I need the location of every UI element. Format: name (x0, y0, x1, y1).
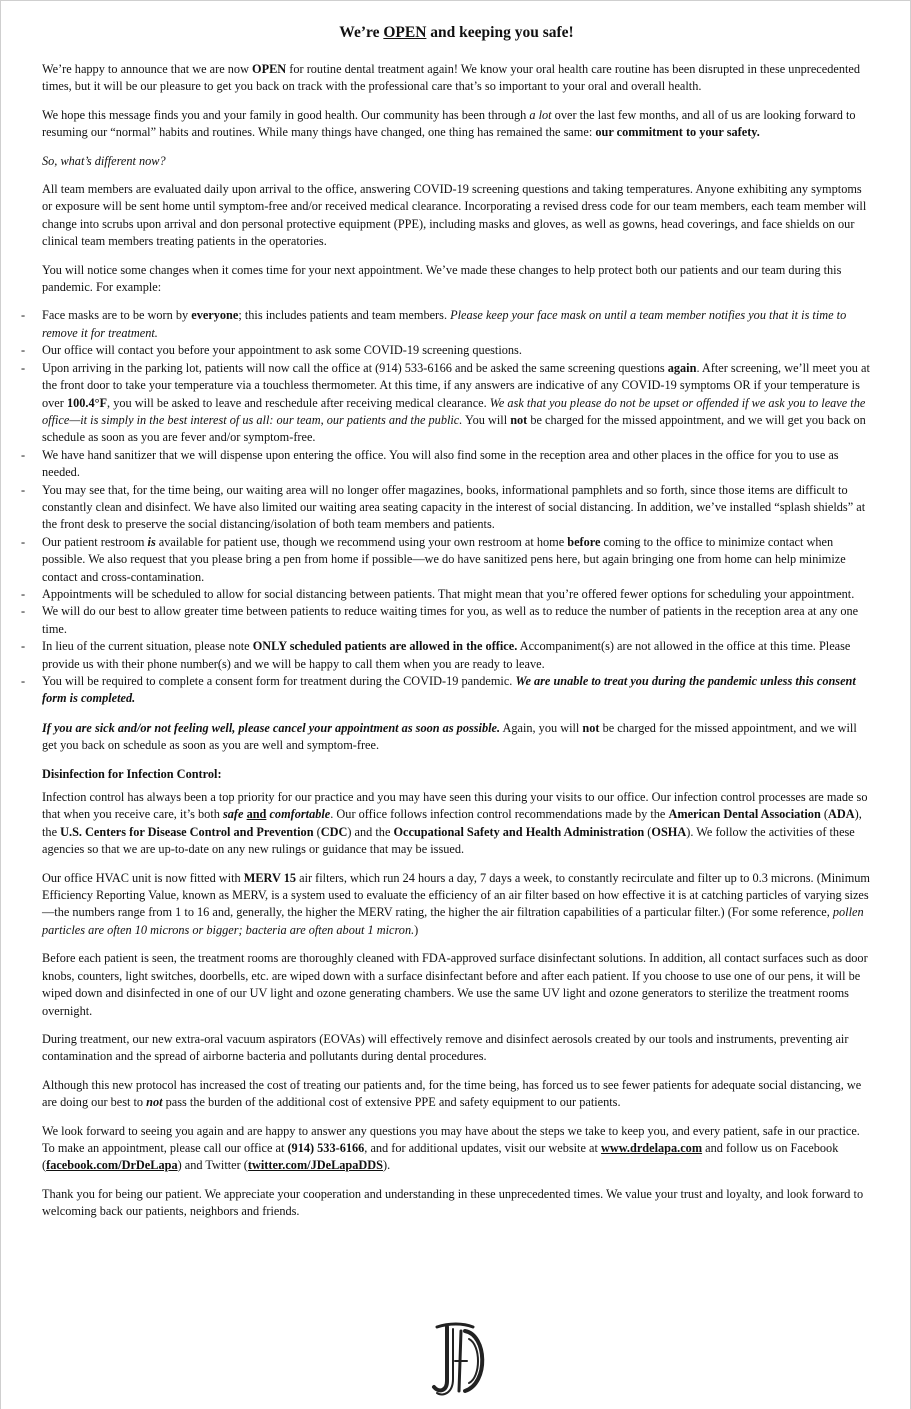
text-run: ( (313, 824, 321, 839)
text-run: ) and the (347, 824, 394, 839)
intro-paragraph (42, 181, 873, 251)
text-run: Face masks are to be worn by (42, 308, 192, 323)
link-text[interactable]: www.drdelapa.com (600, 1140, 703, 1155)
text-run: again (667, 360, 697, 375)
text-run: We will do our best to allow greater time between patients to reduce waiting times for you, as well as to reduce the number of patients in the reception area at any one time. (42, 604, 859, 636)
list-item (21, 360, 873, 447)
text-run: You will (462, 412, 511, 427)
jdl-monogram-logo (429, 1321, 491, 1399)
text-run: You will be required to complete a consent form for treatment during the COVID-19 pandemic. (42, 674, 516, 688)
list-item (21, 603, 873, 638)
text-run: We are unable to treat you during the pandemic unless this consent form is completed. (42, 674, 856, 706)
text-run: be charged for the missed appointment, and we will get you back on schedule as soon as you are well and symptom-free. (42, 720, 857, 753)
disinfection-paragraph (42, 1123, 873, 1175)
disinfection-paragraph (42, 1031, 873, 1066)
text-run: Upon arriving in the parking lot, patients will now call the office at (914) 533-6166 and be asked the same screening questions (42, 360, 668, 375)
text-run: pollen particles are often 10 microns or bigger; bacteria are often about 1 micron. (42, 905, 864, 937)
dash-bullet: - (21, 343, 26, 358)
text-run: OSHA (651, 824, 687, 839)
page-title: We’re OPEN and keeping you safe! (339, 24, 574, 41)
text-run: ( (820, 807, 828, 822)
sick-note-paragraph (42, 720, 873, 755)
text-run: We look forward to seeing you again and are happy to answer any questions you may have about the steps we take to keep you, and every patient, safe in our practice. To make an appointment, please call our office at (42, 1123, 860, 1155)
text-run: American Dental Association (668, 807, 821, 822)
intro-paragraph (42, 61, 873, 96)
text-run: We ask that you please do not be upset or offended if we ask you to leave the office—it is simply in the best interest of us all: our team, our patients and the public. (42, 395, 866, 427)
text-run: 100.4°F (66, 395, 108, 410)
text-run: pass the burden of the additional cost of extensive PPE and safety equipment to our patients. (162, 1095, 621, 1110)
text-run: So, what’s different now? (42, 153, 166, 168)
text-run: During treatment, our new extra-oral vacuum aspirators (EOVAs) will effectively remove and disinfect aerosols created by our tools and instruments, preventing air contamination and the spread of airborne bacteria and pollutants during dental procedures. (42, 1031, 849, 1064)
text-run: over the last few months, and all of us are looking forward to resuming our “normal” habits and routines. While many things have changed, one thing has remained the same: (42, 107, 856, 140)
text-run: We hope this message finds you and your family in good health. Our community has been through (42, 107, 530, 122)
text-run: Although this new protocol has increased the cost of treating our patients and, for the time being, has forced us to see fewer patients for adequate social distancing, we are doing our best to (42, 1077, 862, 1110)
text-run: a lot (529, 107, 552, 122)
text-run: coming to the office to minimize contact when possible. We also request that you please bring a pen from home if possible—we do have sanitized pens here, but again bringing one from home can help minimize contact and cross-contamination. (42, 534, 846, 584)
text-run: Occupational Safety and Health Administration (393, 824, 645, 839)
list-item (21, 447, 873, 482)
text-run: MERV 15 (243, 870, 297, 885)
intro-section (42, 61, 873, 296)
text-run: ). (383, 1158, 391, 1173)
text-run: ) and Twitter ( (177, 1158, 248, 1173)
title-emphasis: OPEN (383, 24, 427, 41)
text-run: ; this includes patients and team members. (238, 308, 451, 323)
text-run: ). We follow the activities of these agencies so that we are up-to-date on any new rulings or guidance that may be issued. (42, 824, 855, 857)
text-run: If you are sick and/or not feeling well, please cancel your appointment as soon as possible. (42, 720, 501, 735)
text-run: everyone (191, 308, 239, 323)
text-run: (914) 533-6166 (287, 1140, 365, 1155)
text-run: You may see that, for the time being, our waiting area will no longer offer magazines, books, informational pamphlets and so forth, since those items are difficult to constantly clean and disinfect. We have also limited our waiting area seating capacity in the interest of social distancing. In addition, we’ve installed “splash shields” at the front desk to preserve the social distancing/isolation of both team members and patients. (42, 482, 866, 532)
dash-bullet: - (21, 586, 26, 601)
text-run: Thank you for being our patient. We appreciate your cooperation and understanding in these unprecedented times. We value your trust and loyalty, and look forward to welcoming back our patients, neighbors and friends. (42, 1186, 864, 1219)
text-run: All team members are evaluated daily upon arrival to the office, answering COVID-19 screening questions and taking temperatures. Anyone exhibiting any symptoms or exposure will be sent home until symptom-free and/or received medical clearance. Incorporating a revised dress code for our team members, each team member will change into scrubs upon arrival and don personal protective equipment (PPE), including masks and gloves, as well as gowns, head coverings, and face shields on our clinical team members treating patients in the operatories. (42, 182, 867, 249)
text-run: not (510, 412, 528, 427)
text-run: Please keep your face mask on until a team member notifies you that it is time to remove it for treatment. (42, 308, 847, 340)
text-run: not (146, 1095, 163, 1110)
disinfection-section (42, 789, 873, 1221)
disinfection-paragraph (42, 789, 873, 859)
disinfection-paragraph (42, 870, 873, 940)
text-run: be charged for the missed appointment, and we will get you back on schedule as soon as you are fever and/or symptom-free. (42, 412, 866, 445)
text-run: ( (644, 824, 652, 839)
intro-paragraph (42, 107, 873, 142)
dash-bullet: - (21, 604, 26, 619)
text-run: Our office will contact you before your appointment to ask some COVID-19 screening questions. (42, 343, 522, 358)
disinfection-paragraph (42, 950, 873, 1020)
text-run: . Our office follows infection control recommendations made by the (330, 807, 669, 822)
list-item (21, 307, 873, 342)
disinfection-paragraph (42, 1186, 873, 1221)
text-run: available for patient use, though we recommend using your own restroom at home (155, 534, 568, 549)
list-item (21, 638, 873, 673)
text-run: ONLY scheduled patients are allowed in the office. (252, 639, 518, 654)
text-run: We’re happy to announce that we are now (42, 62, 253, 76)
text-run: air filters, which run 24 hours a day, 7 days a week, to constantly recirculate and filter up to 0.3 microns. (Minimum Efficiency Reporting Value, known as MERV, is a system used to evaluate the efficiency of an air filter based on how effective it is at catching particles of varying sizes—the numbers range from 1 to 16 and, generally, the higher the MERV rating, the higher the air filtration capabilities of a particular filter.) (For some reference, (42, 870, 870, 920)
text-run: , you will be asked to leave and reschedule after receiving medical clearance. (107, 395, 490, 410)
document-body (21, 61, 873, 1232)
text-run: ) (414, 922, 419, 937)
disinfection-heading: Disinfection for Infection Control: (42, 766, 222, 781)
text-run: Accompaniment(s) are not allowed in the office at this time. Please provide us with their phone number(s) and we will be happy to call them when you are ready to leave. (42, 639, 851, 671)
link-text[interactable]: facebook.com/DrDeLapa (46, 1158, 178, 1173)
changes-list (21, 307, 873, 707)
text-run: , and for additional updates, visit our website at (364, 1140, 601, 1155)
dash-bullet: - (21, 639, 26, 654)
link-text[interactable]: twitter.com/JDeLapaDDS (247, 1158, 384, 1173)
dash-bullet: - (21, 360, 26, 375)
list-item (21, 342, 873, 359)
text-run: and (246, 807, 267, 822)
text-run: Appointments will be scheduled to allow for social distancing between patients. That might mean that you’re offered fewer options for scheduling your appointment. (42, 586, 855, 601)
text-run: is (147, 534, 156, 549)
list-item (21, 673, 873, 708)
text-run: You will notice some changes when it comes time for your next appointment. We’ve made these changes to help protect both our patients and our team during this pandemic. For example: (42, 262, 842, 295)
sick-note-section (42, 720, 873, 755)
disinfection-paragraph (42, 1077, 873, 1112)
text-run: U.S. Centers for Disease Control and Prevention (60, 824, 314, 839)
dash-bullet: - (21, 674, 26, 688)
text-run: We have hand sanitizer that we will dispense upon entering the office. You will also find some in the reception area and other places in the office for you to use as needed. (42, 447, 839, 480)
dash-bullet: - (21, 308, 26, 323)
text-run: Our office HVAC unit is now fitted with (42, 870, 244, 885)
intro-paragraph (42, 262, 873, 297)
text-run: safe (222, 807, 244, 822)
text-run: Infection control has always been a top priority for our practice and you may have seen this during your visits to our office. Our infection control processes are made so that when you receive care, it’s both (42, 790, 868, 822)
text-run: . After screening, we’ll meet you at the front door to take your temperature via a touchless thermometer. At this time, if any answers are indicative of any COVID-19 symptoms OR if your temperature is over (42, 360, 870, 410)
text-run: our commitment to your safety. (595, 125, 760, 140)
dash-bullet: - (21, 482, 26, 497)
text-run: comfortable (269, 807, 331, 822)
text-run: before (567, 534, 601, 549)
list-item (21, 534, 873, 586)
text-run: not (582, 720, 600, 735)
dash-bullet: - (21, 534, 26, 549)
text-run: Before each patient is seen, the treatment rooms are thoroughly cleaned with FDA-approved surface disinfectant solutions. In addition, all contact surfaces such as door knobs, counters, light switches, doorbells, etc. are wiped down with a surface disinfectant before and after each patient. If you choose to use one of our pens, it will be wiped down and disinfected in one of our UV light and ozone generating chambers. We use the same UV light and ozone generators to sterilize the treatment rooms overnight. (42, 951, 868, 1018)
text-run: CDC (320, 824, 348, 839)
text-run: and follow us on Facebook ( (42, 1140, 839, 1173)
text-run: ADA (827, 807, 855, 822)
text-run: In lieu of the current situation, please note (42, 639, 253, 654)
list-item (21, 586, 873, 603)
dash-bullet: - (21, 447, 26, 462)
text-run: Our patient restroom (42, 534, 148, 549)
text-run: for routine dental treatment again! We know your oral health care routine has been disrupted in these unprecedented times, but it will be our pleasure to get you back on track with the professional care that’s so important to your oral and overall health. (42, 62, 860, 94)
list-item (21, 482, 873, 534)
text-run: ), the (42, 807, 862, 839)
text-run: Again, you will (500, 720, 583, 735)
text-run: OPEN (252, 62, 287, 76)
intro-paragraph (42, 153, 873, 170)
